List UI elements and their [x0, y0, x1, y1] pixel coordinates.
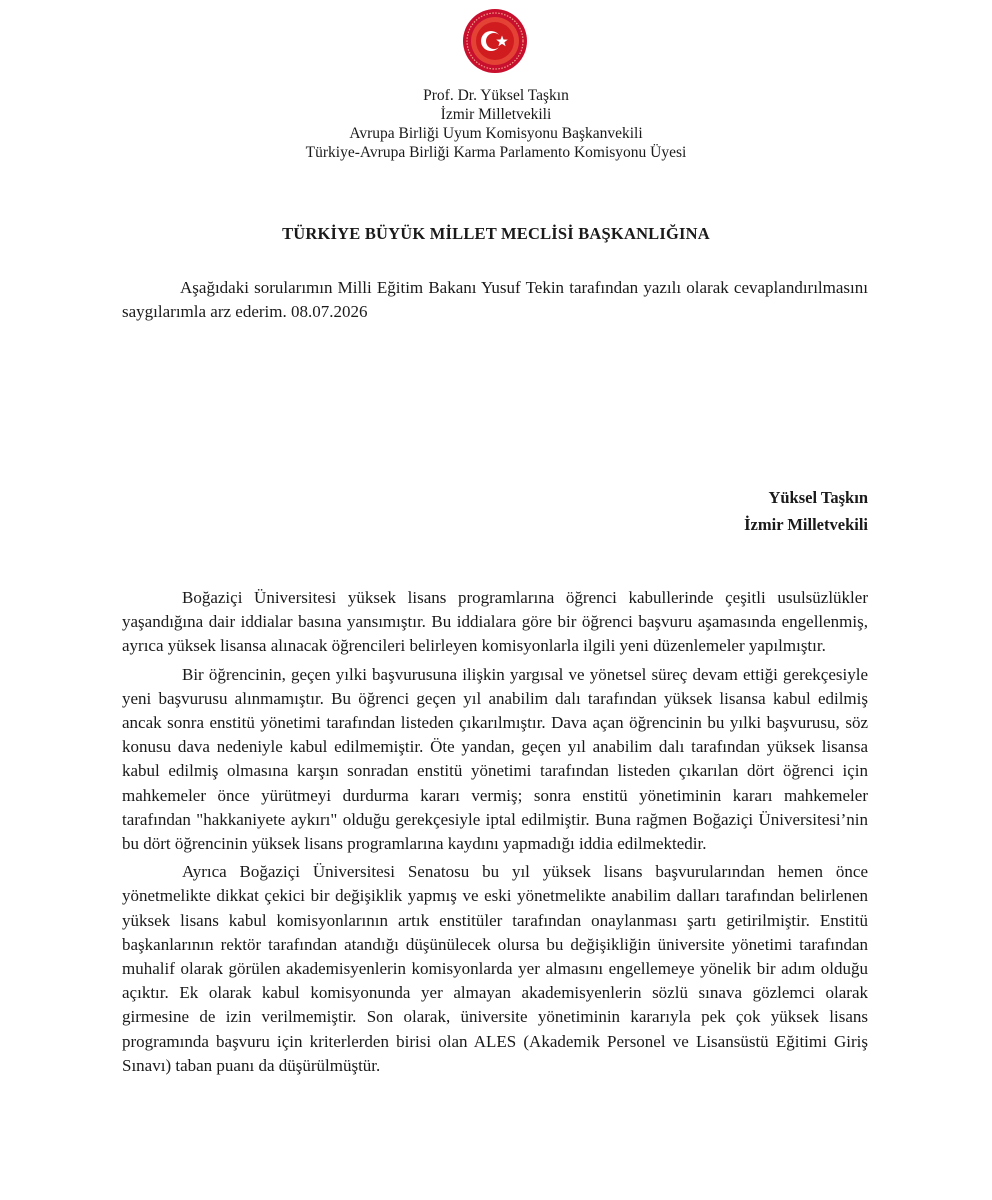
author-name: Prof. Dr. Yüksel Taşkın: [423, 87, 569, 104]
author-role-1: Avrupa Birliği Uyum Komisyonu Başkanvekili: [349, 125, 643, 142]
signature-name: Yüksel Taşkın: [768, 488, 868, 507]
request-paragraph: [122, 276, 868, 324]
letterhead: [200, 86, 792, 162]
question-body: [122, 586, 868, 1082]
addressee-title: TÜRKİYE BÜYÜK MİLLET MECLİSİ BAŞKANLIĞINA: [282, 224, 710, 243]
tbmm-seal-logo: [462, 8, 528, 74]
body-paragraph-3: Ayrıca Boğaziçi Üniversitesi Senatosu bu yıl yüksek lisans başvurularından hemen önce yönetmelikte dikkat çekici bir değişiklik yapmış ve eski yönetmelikte anabilim dalları tarafından belirlenen yüksek lisans kabul komisyonlarının artık enstitüler tarafından onaylanması şartı getirilmiştir. Enstitü başkanlarının rektör tarafından atandığı düşünülecek olursa bu değişikliğin üniversite yönetimi tarafından muhalif olarak görülen akademisyenlerin komisyonlarda yer almasını engellemeye yönelik bir adım olduğu açıktır. Ek olarak kabul komisyonunda yer almayan akademisyenlerin sözlü sınava gözlemci olarak girmesine de izin verilmemiştir. Son olarak, üniversite yönetiminin kararıyla pek çok yüksek lisans programında başvuru için kriterlerden birisi olan ALES (Akademik Personel ve Lisansüstü Eğitimi Giriş Sınavı) taban puanı da düşürülmüştür.: [122, 862, 868, 1075]
author-constituency: İzmir Milletvekili: [440, 106, 552, 123]
signature-role: İzmir Milletvekili: [744, 515, 868, 534]
body-paragraph-2: Bir öğrencinin, geçen yılki başvurusuna ilişkin yargısal ve yönetsel süreç devam ettiği gerekçesiyle yeni başvurusu alınmamıştır. Bu öğrenci geçen yıl anabilim dalı tarafından yüksek lisansa kabul edilmiş ancak sonra enstitü yönetimi tarafından listeden çıkarılmıştır. Dava açan öğrencinin bu yılki başvurusu, söz konusu dava nedeniyle kabul edilmemiştir. Öte yandan, geçen yıl anabilim dalı tarafından yüksek lisansa kabul edilmiş olmasına karşın sonradan enstitü yönetimi tarafından listeden çıkarılan dört öğrenci için mahkemeler önce yürütmeyi durdurma kararı vermiş; sonra enstitü yönetiminin kararı mahkemeler tarafından "hakkaniyete aykırı" olduğu gerekçesiyle iptal edilmiştir. Buna rağmen Boğaziçi Üniversitesi’nin bu dört öğrencinin yüksek lisans programlarına kaydını yapmadığı iddia edilmektedir.: [122, 664, 868, 854]
signature-block: [744, 484, 868, 538]
request-text: Aşağıdaki sorularımın Milli Eğitim Bakanı Yusuf Tekin tarafından yazılı olarak cevaplandırılmasını saygılarımla arz ederim. 08.07.2026: [122, 278, 868, 321]
body-paragraph-1: Boğaziçi Üniversitesi yüksek lisans programlarına öğrenci kabullerinde çeşitli usulsüzlükler yaşandığına dair iddialar basına yansımıştır. Bu iddialara göre bir öğrenci başvuru aşamasında engellenmiş, ayrıca yüksek lisansa alınacak öğrencileri belirleyen komisyonlarla ilgili yeni düzenlemeler yapılmıştır.: [122, 588, 868, 656]
author-role-2: Türkiye-Avrupa Birliği Karma Parlamento Komisyonu Üyesi: [305, 144, 687, 161]
